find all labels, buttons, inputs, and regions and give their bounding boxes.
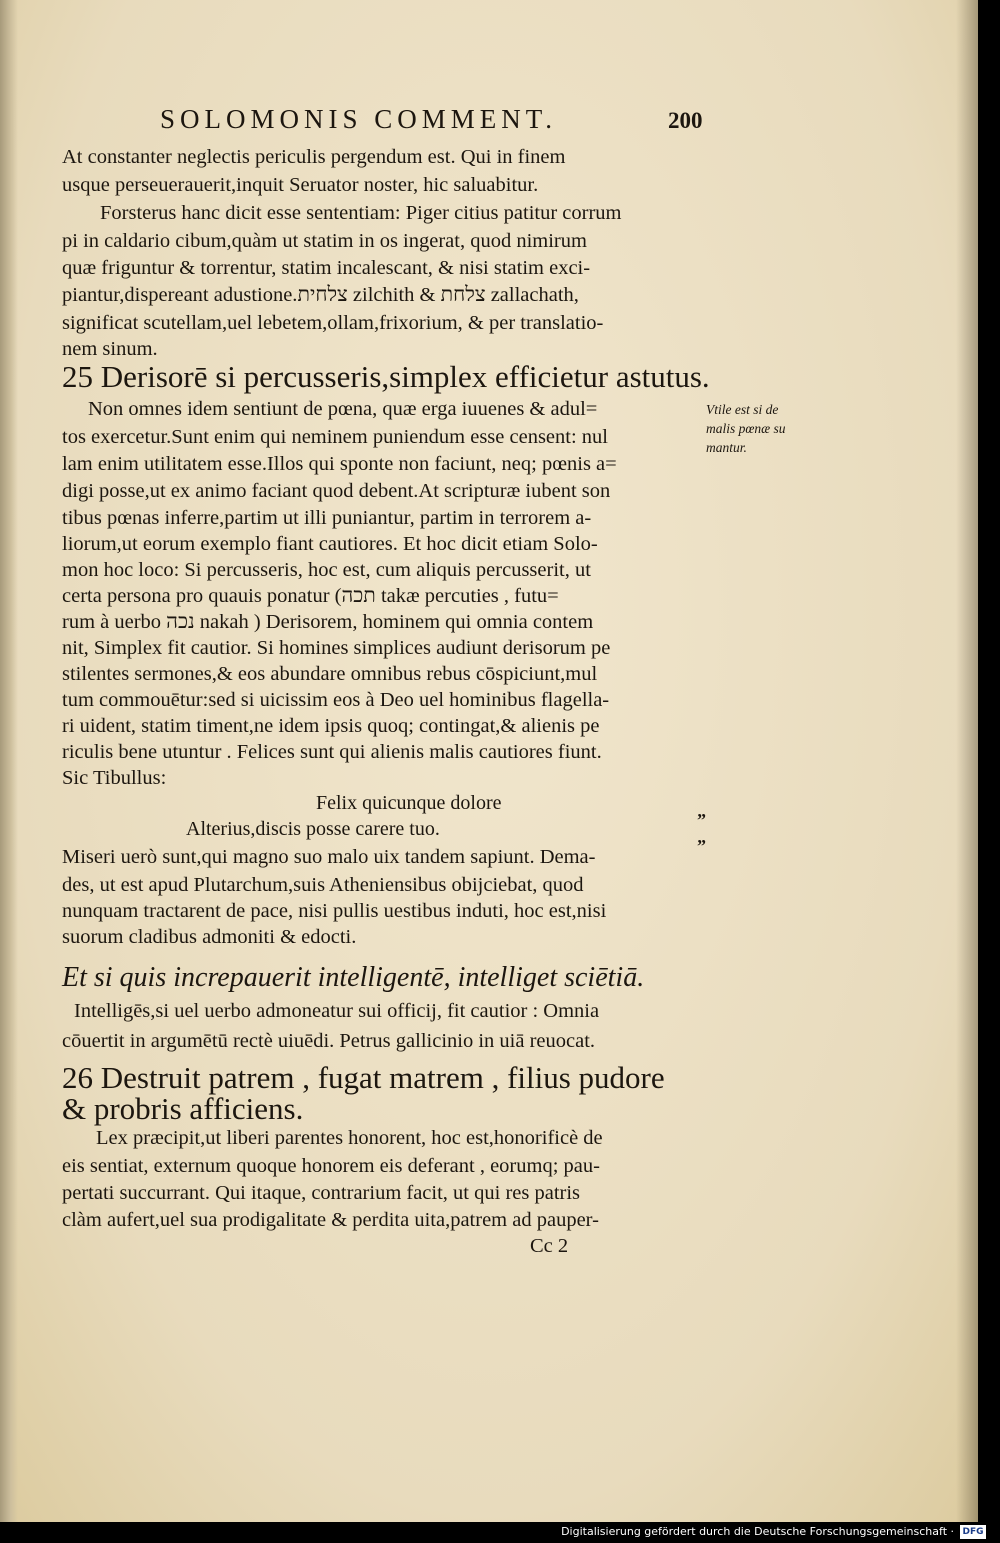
verse-heading-26-cont: & probris afficiens. [62,1091,304,1126]
text-line: des, ut est apud Plutarchum,suis Atheniensibus obijciebat, quod [62,874,584,896]
text-line: Forsterus hanc dicit esse sententiam: Piger citius patitur corrum [100,202,622,224]
dfg-logo: DFG [960,1525,986,1539]
text-line: nem sinum. [62,338,158,360]
verse-heading-26: 26 Destruit patrem , fugat matrem , filius pudore [62,1060,665,1095]
verse-heading: Et si quis increpauerit intelligentē, intelliget sciētiā. [62,962,645,993]
text-line: tos exercetur.Sunt enim qui neminem puniendum esse censent: nul [62,426,608,448]
text-line: quæ friguntur & torrentur, statim incalescant, & nisi statim exci- [62,257,591,279]
text-line: nunquam tractarent de pace, nisi pullis uestibus induti, hoc est,nisi [62,900,607,922]
text-line: mon hoc loco: Si percusseris, hoc est, cum aliquis percusserit, ut [62,559,591,581]
quote-mark: ” [697,810,706,830]
text-line: pi in caldario cibum,quàm ut statim in os ingerat, quod nimirum [62,230,587,252]
text-line: digi posse,ut ex animo faciant quod debent.At scripturæ iubent son [62,480,611,502]
page-spine-shadow [0,0,18,1522]
text-line: stilentes sermones,& eos abundare omnibus rebus cōspiciunt,mul [62,663,598,685]
margin-note-line: malis pœnæ su [706,421,786,436]
signature-mark: Cc 2 [530,1235,569,1257]
running-title: SOLOMONIS COMMENT. [160,104,558,134]
footer-credit: Digitalisierung gefördert durch die Deutsche Forschungsgemeinschaft · [561,1525,954,1538]
text-line: nit, Simplex fit cautior. Si homines simplices audiunt derisorum pe [62,637,611,659]
text-line: usque perseuerauerit,inquit Seruator noster, hic saluabitur. [62,174,539,196]
verse-heading-25: 25 Derisorē si percusseris,simplex efficietur astutus. [62,359,710,394]
text-line: Sic Tibullus: [62,767,167,789]
text-line: Lex præcipit,ut liberi parentes honorent, hoc est,honorificè de [96,1127,603,1149]
text-line: significat scutellam,uel lebetem,ollam,frixorium, & per translatio- [62,312,604,334]
margin-note-line: Vtile est si de [706,402,779,417]
text-line: ri uident, statim timent,ne idem ipsis quoq; contingat,& alienis pe [62,715,600,737]
footer-bar [0,1522,1000,1543]
text-line: certa persona pro quauis ponatur (תכה takæ percuties , futu= [62,585,559,607]
text-line: Non omnes idem sentiunt de pœna, quæ erga iuuenes & adul= [88,398,598,420]
margin-note-line: mantur. [706,440,747,455]
page-edge-shadow [956,0,978,1522]
text-line: tibus pœnas inferre,partim ut illi puniantur, partim in terrorem a- [62,507,592,529]
text-line: Intelligēs,si uel uerbo admoneatur sui officij, fit cautior : Omnia [74,1000,600,1022]
quote-line: Felix quicunque dolore [316,792,502,814]
text-line: eis sentiat, externum quoque honorem eis deferant , eorumq; pau- [62,1155,600,1177]
text-line: clàm aufert,uel sua prodigalitate & perdita uita,patrem ad pauper- [62,1209,599,1231]
text-line: cōuertit in argumētū rectè uiuēdi. Petrus gallicinio in uiā reuocat. [62,1030,596,1052]
text-line: riculis bene utuntur . Felices sunt qui alienis malis cautiores fiunt. [62,741,602,763]
text-line: At constanter neglectis periculis pergendum est. Qui in finem [62,146,566,168]
text-line: Miseri uerò sunt,qui magno suo malo uix tandem sapiunt. Dema- [62,846,596,868]
text-line: liorum,ut eorum exemplo fiant cautiores. Et hoc dicit etiam Solo- [62,533,598,555]
text-line: lam enim utilitatem esse.Illos qui sponte non faciunt, neq; pœnis a= [62,453,617,475]
quote-line: Alterius,discis posse carere tuo. [186,818,440,840]
text-line: tum commouētur:sed si uicissim eos à Deo uel hominibus flagella- [62,689,610,711]
text-line: rum à uerbo נכה nakah ) Derisorem, hominem qui omnia contem [62,611,594,633]
text-line: pertati succurrant. Qui itaque, contrarium facit, ut qui res patris [62,1182,581,1204]
quote-mark: ” [697,836,706,856]
page-number: 200 [668,108,703,133]
text-line: piantur,dispereant adustione.צלחית zilchith & צלחת zallachath, [62,284,579,306]
text-line: suorum cladibus admoniti & edocti. [62,926,357,948]
